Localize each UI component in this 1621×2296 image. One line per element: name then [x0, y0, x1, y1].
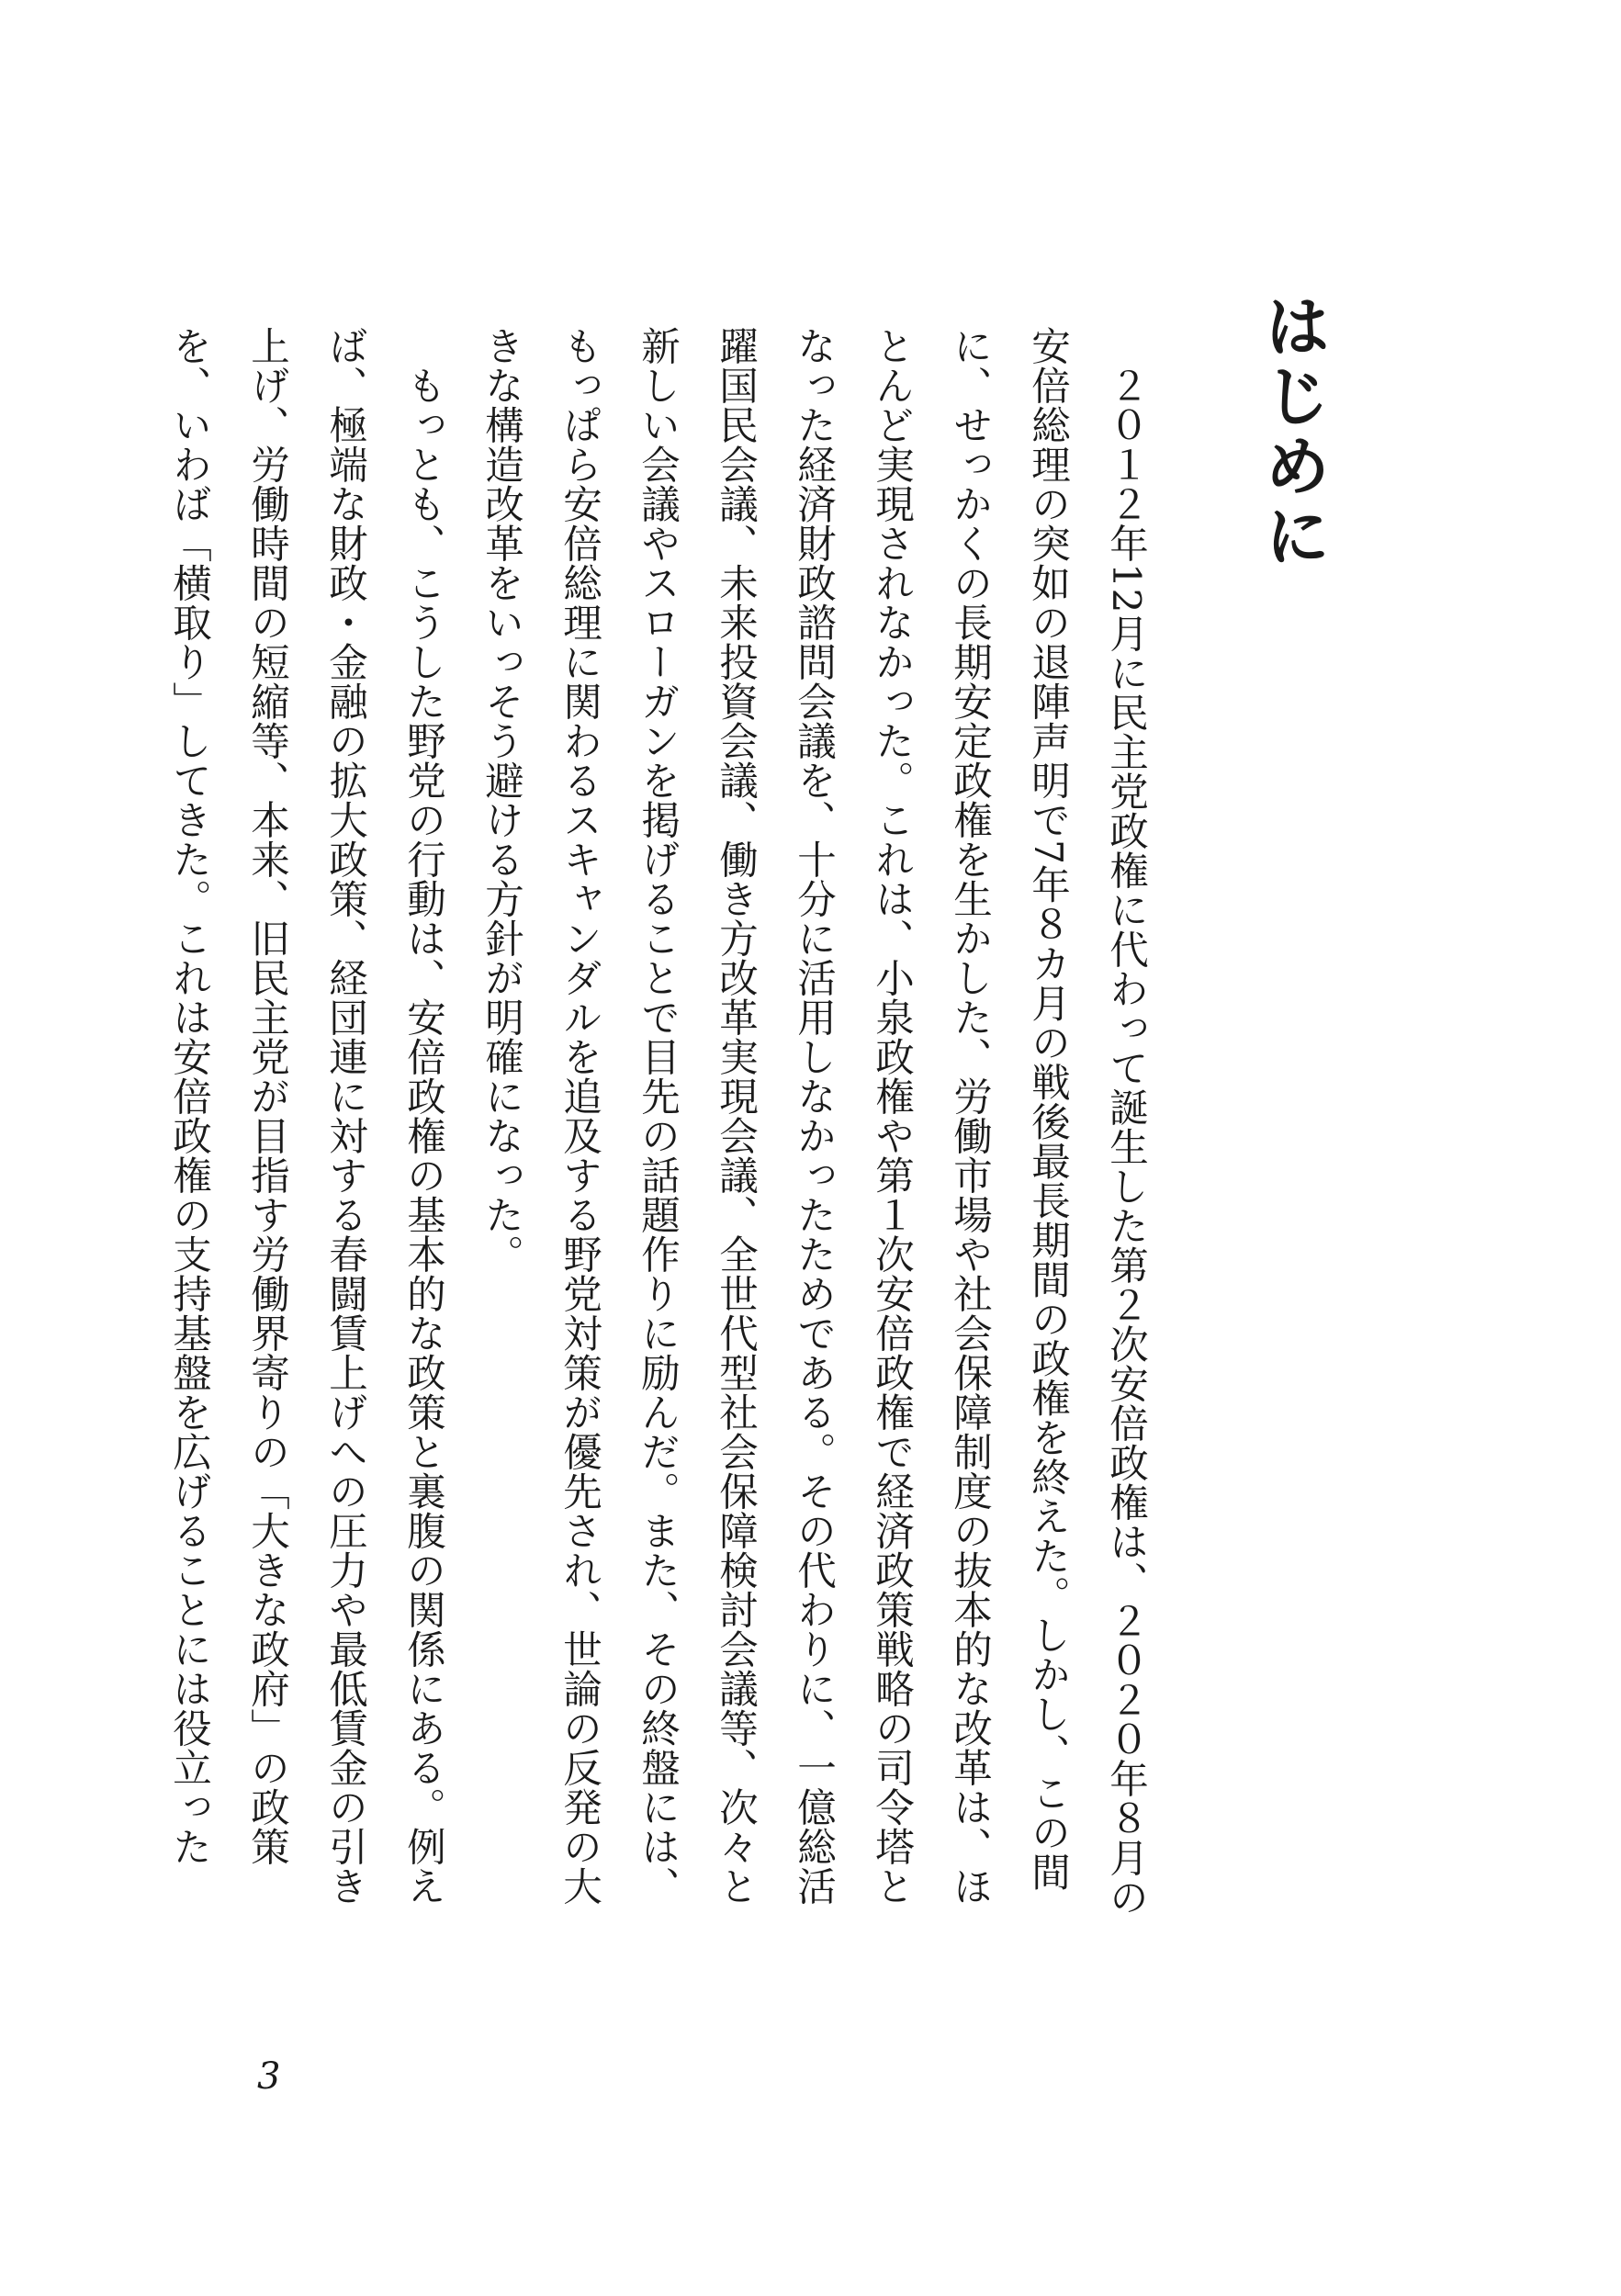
page-number: 3 — [257, 2055, 281, 2098]
body-text — [166, 326, 1165, 1924]
paragraph-2: もっとも、こうした野党の行動は、安倍政権の基本的な政策と裏腹の関係にある。例えば、極端な財政・金融の拡大政策、経団連に対する春闘賃上げへの圧力や最低賃金の引き上げ、労働時間の短縮等、本来、旧民主党が目指す労働界寄りの「大きな政府」の政策を、いわば「横取り」してきた。これは安倍政権の支持基盤を広げることには役立った — [166, 326, 445, 1906]
paragraph-1: ２０１２年12月に民主党政権に代わって誕生した第２次安倍政権は、２０２０年８月の安倍総理の突如の退陣声明で7年８カ月の戦後最長期間の政権を終えた。しかし、この間に、せっかくの長期安定政権を生かした、労働市場や社会保障制度の抜本的な改革は、ほとんど実現されなかった。これは、小泉政権や第１次安倍政権で経済政策戦略の司令塔となった経済財政諮問会議を、十分に活用しなかったためである。その代わりに、一億総活躍国民会議、未来投資会議、働き方改革実現会議、全世代型社会保障検討会議等、次々と新しい会議やスローガンを掲げることで目先の話題作りに励んだ。また、その終盤には、もっぱら安倍総理に関わるスキャンダルを追及する野党対策が優先され、世論の反発の大きな構造改革をいっそう避ける方針が明確になった。 — [478, 326, 1148, 1917]
chapter-title: はじめに — [1254, 292, 1332, 571]
